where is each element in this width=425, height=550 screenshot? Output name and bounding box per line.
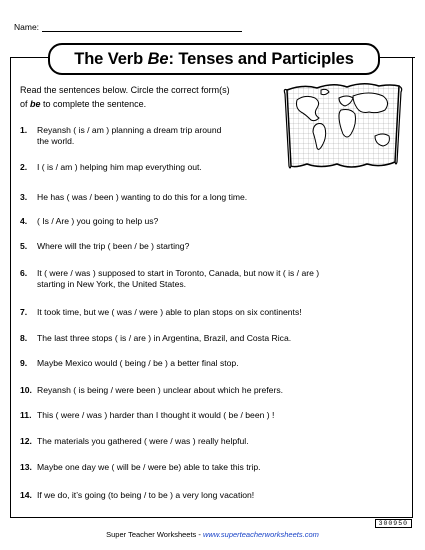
title-banner [10, 43, 415, 73]
question-text: I ( is / am ) helping him map everything out. [37, 162, 202, 172]
question-text: The materials you gathered ( were / was ) really helpful. [37, 436, 249, 446]
title-italic: Be [147, 49, 169, 68]
question-number: 9. [20, 358, 28, 368]
question-12 [20, 436, 405, 447]
title-suffix: : Tenses and Participles [168, 49, 354, 68]
question-number: 7. [20, 307, 28, 317]
question-text [37, 125, 405, 147]
name-field [14, 22, 242, 32]
instructions-pre: of [20, 99, 31, 109]
question-text [37, 268, 405, 290]
question-text-line2: starting in New York, the United States. [37, 279, 187, 289]
question-number: 2. [20, 162, 28, 172]
question-5 [20, 241, 405, 252]
question-number: 13. [20, 462, 32, 472]
instructions-bold: be [30, 99, 41, 109]
worksheet-code: 300950 [375, 519, 412, 528]
title-prefix: The Verb [74, 49, 148, 68]
question-text: Maybe Mexico would ( being / be ) a better final stop. [37, 358, 239, 368]
question-text-line1: It ( were / was ) supposed to start in Toronto, Canada, but now it ( is / are ) [37, 268, 320, 278]
name-line [42, 22, 242, 32]
question-text: This ( were / was ) harder than I thought it would ( be / been ) ! [37, 410, 275, 420]
question-number: 12. [20, 436, 32, 446]
question-number: 10. [20, 385, 32, 395]
page-title [48, 43, 380, 75]
question-7 [20, 307, 405, 318]
question-text-line2: the world. [37, 136, 75, 146]
instructions-line1: Read the sentences below. Circle the correct form(s) [20, 85, 230, 95]
footer [0, 530, 425, 539]
question-number: 1. [20, 125, 28, 135]
question-number: 14. [20, 490, 32, 500]
question-number: 6. [20, 268, 28, 278]
question-4 [20, 216, 405, 227]
question-number: 5. [20, 241, 28, 251]
question-text: He has ( was / been ) wanting to do this for a long time. [37, 192, 248, 202]
question-10 [20, 385, 405, 396]
name-label: Name: [14, 22, 40, 32]
question-3 [20, 192, 405, 203]
question-8 [20, 333, 405, 344]
question-1 [20, 125, 405, 147]
question-9 [20, 358, 405, 369]
question-11 [20, 410, 405, 421]
instructions-post: to complete the sentence. [40, 99, 147, 109]
question-number: 3. [20, 192, 28, 202]
question-2 [20, 162, 405, 173]
question-text: Maybe one day we ( will be / were be) able to take this trip. [37, 462, 261, 472]
footer-brand: Super Teacher Worksheets - [106, 530, 203, 539]
instructions-line2 [20, 97, 285, 111]
question-number: 11. [20, 410, 32, 420]
question-text: If we do, it’s going (to being / to be ) a very long vacation! [37, 490, 255, 500]
question-6 [20, 268, 405, 290]
question-text: The last three stops ( is / are ) in Argentina, Brazil, and Costa Rica. [37, 333, 292, 343]
question-number: 4. [20, 216, 28, 226]
instructions [20, 83, 285, 111]
footer-url[interactable]: www.superteacherworksheets.com [202, 530, 319, 539]
question-13 [20, 462, 405, 473]
question-text: It took time, but we ( was / were ) able to plan stops on six continents! [37, 307, 302, 317]
question-number: 8. [20, 333, 28, 343]
question-text-line1: Reyansh ( is / am ) planning a dream trip around [37, 125, 222, 135]
question-text: Where will the trip ( been / be ) starting? [37, 241, 190, 251]
question-text: ( Is / Are ) you going to help us? [37, 216, 159, 226]
question-14 [20, 490, 405, 501]
question-text: Reyansh ( is being / were been ) unclear about which he prefers. [37, 385, 284, 395]
